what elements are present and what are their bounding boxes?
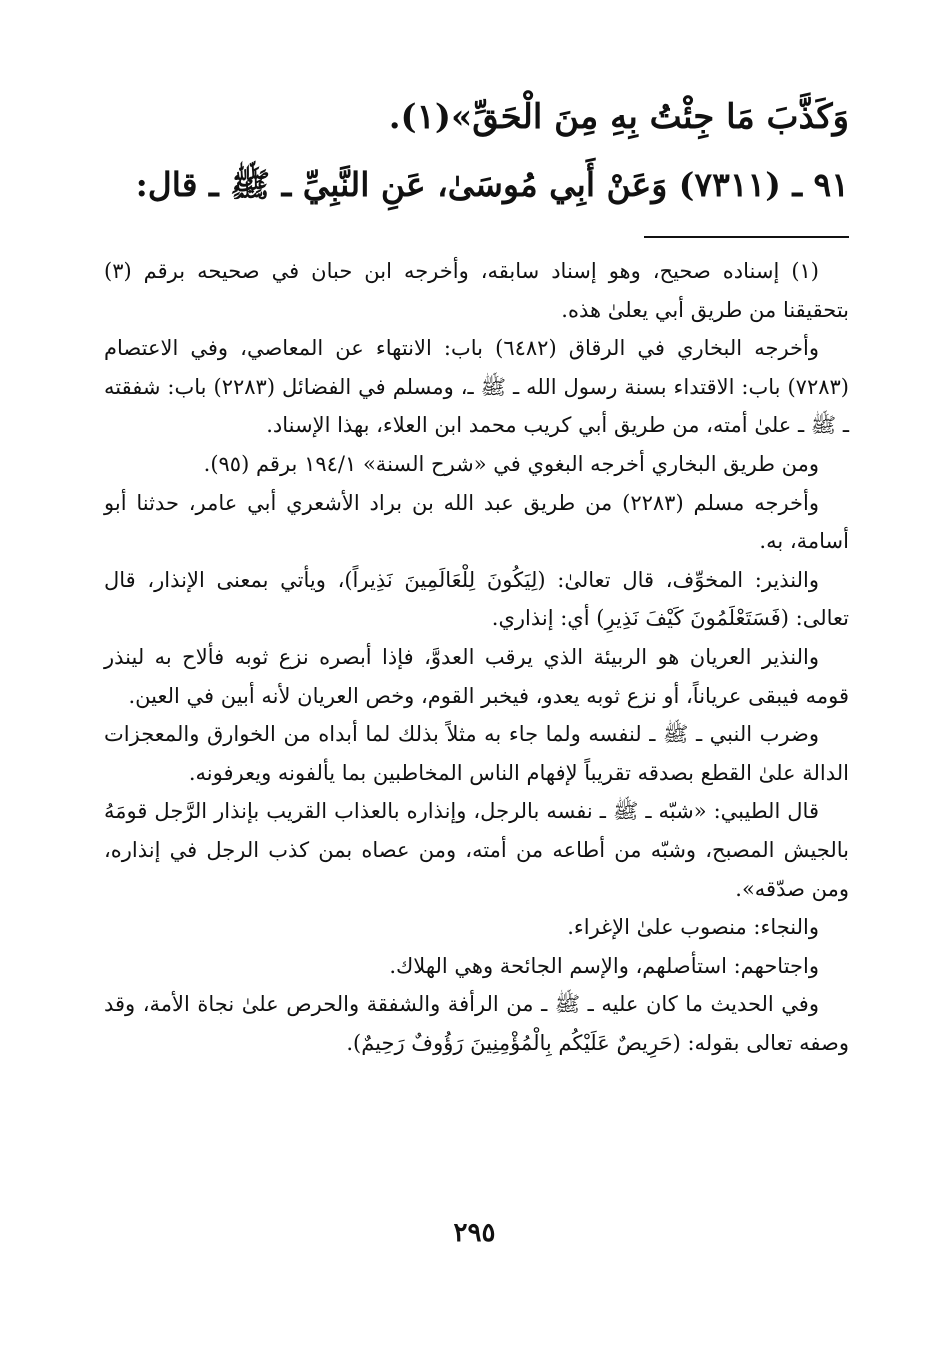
footnote-paragraph: وأخرجه مسلم (٢٢٨٣) من طريق عبد الله بن براد الأشعري أبي عامر، حدثنا أبو أسامة، به. <box>104 490 849 554</box>
footnote-paragraph: والنذير: المخوِّف، قال تعالىٰ: (لِيَكُونَ لِلْعَالَمِينَ نَذِيراً)، ويأتي بمعنى الإنذار، قال تعالى: (فَسَتَعْلَمُونَ كَيْفَ نَذِيرِ) أي: إنذاري. <box>104 567 849 631</box>
footnote-paragraph: قال الطيبي: «شبّه ـ ﷺ ـ نفسه بالرجل، وإنذاره بالعذاب القريب بإنذار الرَّجل قومَهُ بالجيش المصبح، وشبّه من أطاعه من أمته، ومن عصاه بمن كذب الرجل في إنذاره، ومن صدّقه». <box>104 799 849 901</box>
footnote-paragraph: واجتاحهم: استأصلهم، والإسم الجائحة وهي الهلاك. <box>389 953 819 978</box>
footnote-paragraph: وأخرجه البخاري في الرقاق (٦٤٨٢) باب: الانتهاء عن المعاصي، وفي الاعتصام (٧٢٨٣) باب: الاقتداء بسنة رسول الله ـ ﷺ ـ، ومسلم في الفضائل (٢٢٨٣) باب: شفقته ـ ﷺ ـ علىٰ أمته، من طريق أبي كريب محمد ابن العلاء، بهذا الإسناد. <box>104 336 849 438</box>
footnotes-section <box>104 252 849 1062</box>
hadith-heading-line: ٩١ ـ (٧٣١١) وَعَنْ أَبِي مُوسَىٰ، عَنِ النَّبِيِّ ـ ﷺ ـ قال: <box>135 165 849 204</box>
footnote-separator <box>644 236 849 238</box>
footnote-paragraph: والنجاء: منصوب علىٰ الإغراء. <box>567 915 819 940</box>
footnote-paragraph: (١) إسناده صحيح، وهو إسناد سابقه، وأخرجه ابن حبان في صحيحه برقم (٣) بتحقيقنا من طريق أبي يعلىٰ هذه. <box>104 259 849 322</box>
footnote-paragraph: وضرب النبي ـ ﷺ ـ لنفسه ولما جاء به مثلاً بذلك لما أبداه من الخوارق والمعجزات الدالة علىٰ القطع بصدقه تقريباً لإفهام الناس المخاطبين بما يألفونه ويعرفونه. <box>104 722 849 785</box>
footnote-paragraph: والنذير العريان هو الربيئة الذي يرقب العدوَّ، فإذا أبصره نزع ثوبه فألاح به لينذر قومه فيبقى عرياناً، أو نزع ثوبه يعدو، فيخبر القوم، وخص العريان لأنه أبين في العين. <box>104 644 849 708</box>
footnote-paragraph: ومن طريق البخاري أخرجه البغوي في «شرح السنة» ١٩٤/١ برقم (٩٥). <box>203 451 819 476</box>
hadith-text-line-1: وَكَذَّبَ مَا جِئْتُ بِهِ مِنَ الْحَقِّ»(١). <box>388 97 849 137</box>
page-number: ٢٩٥ <box>453 1218 496 1248</box>
footnote-paragraph: وفي الحديث ما كان عليه ـ ﷺ ـ من الرأفة والشفقة والحرص علىٰ نجاة الأمة، وقد وصفه تعالى بقوله: (حَرِيصٌ عَلَيْكُم بِالْمُؤْمِنِينَ رَؤُوفٌ رَحِيمٌ). <box>104 992 849 1055</box>
